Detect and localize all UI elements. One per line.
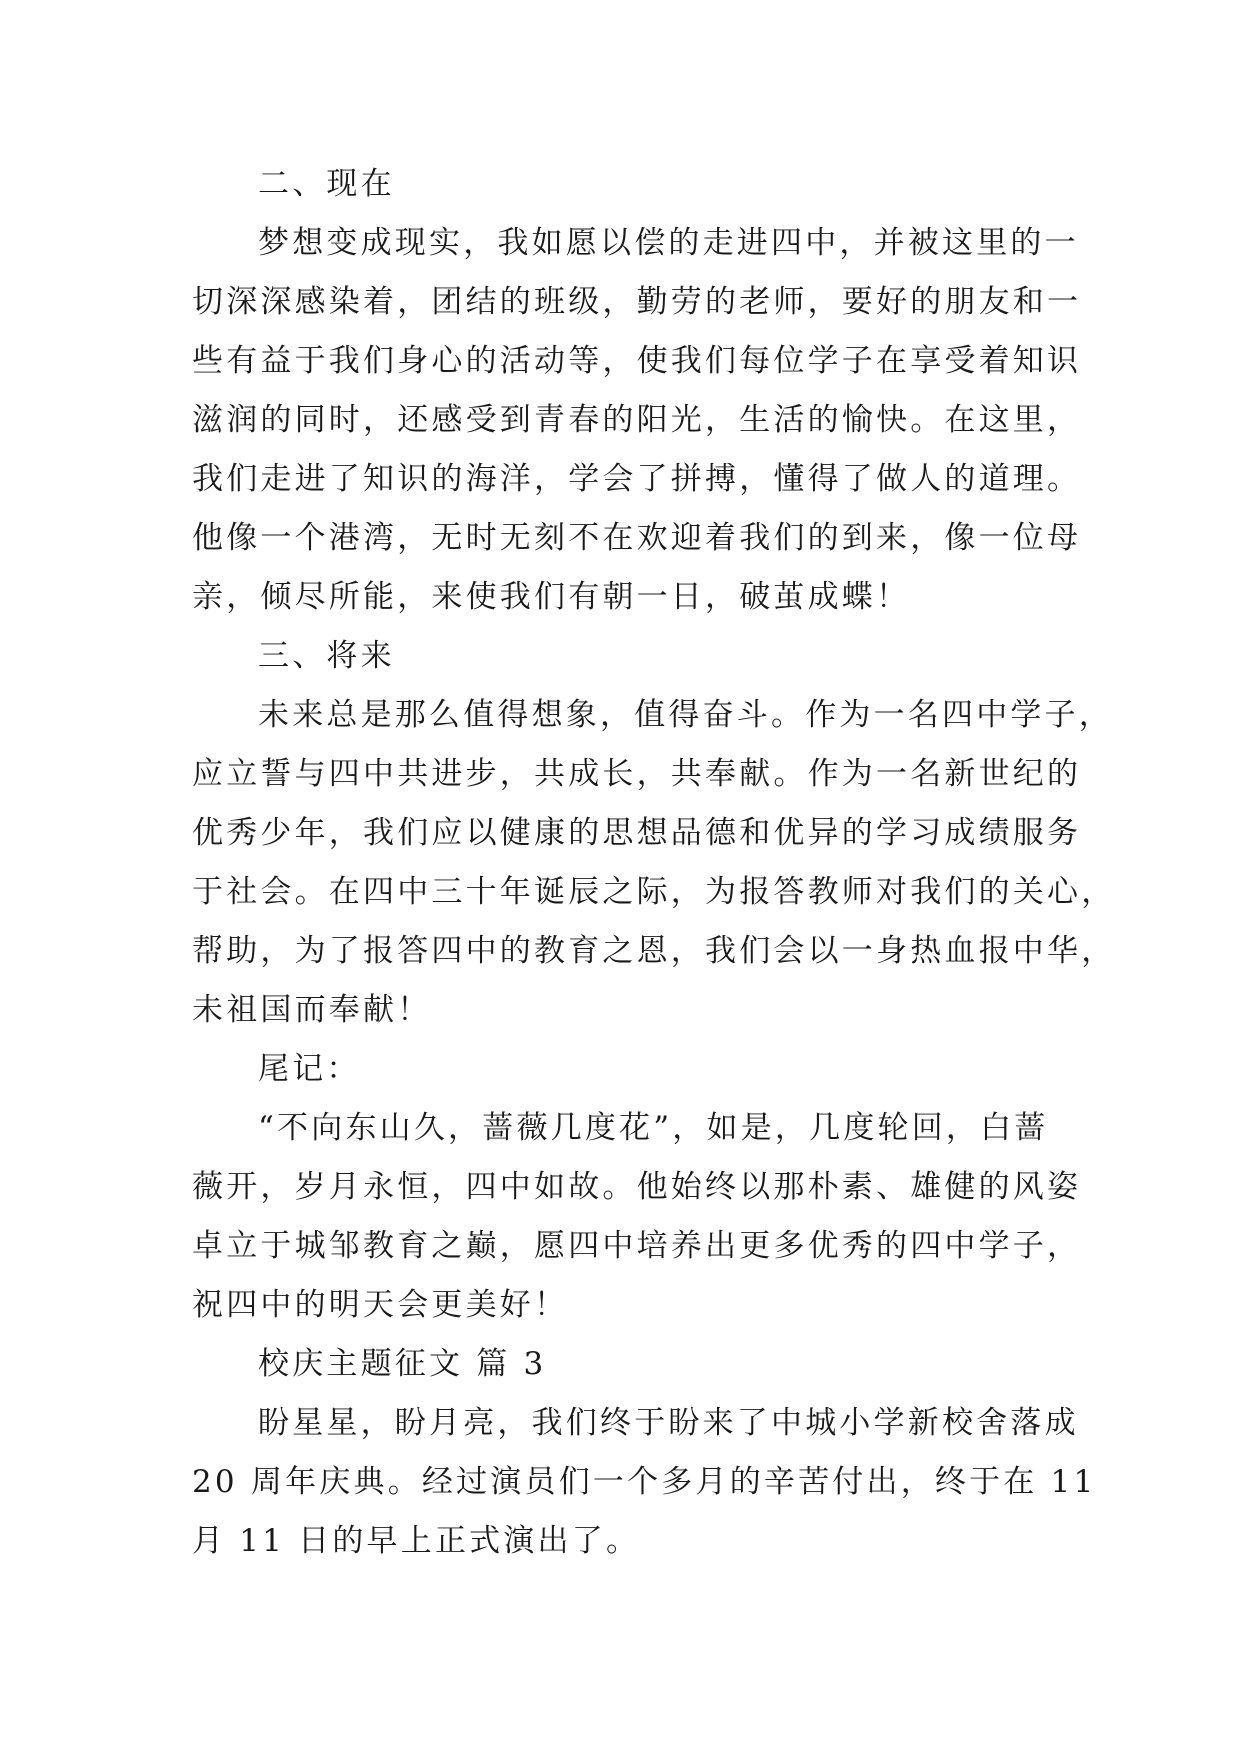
paragraph-line: 他像一个港湾，无时无刻不在欢迎着我们的到来，像一位母: [192, 520, 1082, 556]
paragraph-line: 梦想变成现实，我如愿以偿的走进四中，并被这里的一: [258, 225, 1079, 261]
paragraph-line: 祝四中的明天会更美好！: [192, 1287, 569, 1323]
document-body: [192, 155, 1116, 1571]
paragraph-line: 应立誓与四中共进步，共成长，共奉献。作为一名新世纪的: [192, 756, 1082, 792]
paragraph-line: 优秀少年，我们应以健康的思想品德和优异的学习成绩服务: [192, 815, 1082, 851]
paragraph-line: 月 11 日的早上正式演出了。: [192, 1523, 641, 1559]
paragraph-line: 卓立于城邹教育之巅，愿四中培养出更多优秀的四中学子，: [192, 1228, 1082, 1264]
section-heading-future: 三、将来: [258, 638, 395, 674]
paragraph-line: 些有益于我们身心的活动等，使我们每位学子在享受着知识: [192, 343, 1082, 379]
paragraph-line: 20 周年庆典。经过演员们一个多月的辛苦付出，终于在 11: [192, 1464, 1097, 1500]
section-heading-afterword: 尾记：: [258, 1051, 361, 1087]
paragraph-line: 滋润的同时，还感受到青春的阳光，生活的愉快。在这里，: [192, 402, 1082, 438]
paragraph-line: 切深深感染着，团结的班级，勤劳的老师，要好的朋友和一: [192, 284, 1082, 320]
essay-title: 校庆主题征文 篇 3: [258, 1346, 547, 1382]
paragraph-line: 未祖国而奉献！: [192, 992, 432, 1028]
section-heading-present: 二、现在: [258, 166, 395, 202]
paragraph-line: 未来总是那么值得想象，值得奋斗。作为一名四中学子，: [258, 697, 1113, 733]
paragraph-line: 盼星星，盼月亮，我们终于盼来了中城小学新校舍落成: [258, 1405, 1079, 1441]
paragraph-line: 帮助，为了报答四中的教育之恩，我们会以一身热血报中华，: [192, 933, 1116, 969]
paragraph-line: 薇开，岁月永恒，四中如故。他始终以那朴素、雄健的风姿: [192, 1169, 1082, 1205]
paragraph-line: 我们走进了知识的海洋，学会了拼搏，懂得了做人的道理。: [192, 461, 1082, 497]
paragraph-line: 于社会。在四中三十年诞辰之际，为报答教师对我们的关心，: [192, 874, 1116, 910]
paragraph-line: “不向东山久，蔷薇几度花”，如是，几度轮回，白蔷: [258, 1110, 1049, 1146]
paragraph-line: 亲，倾尽所能，来使我们有朝一日，破茧成蝶！: [192, 579, 911, 615]
